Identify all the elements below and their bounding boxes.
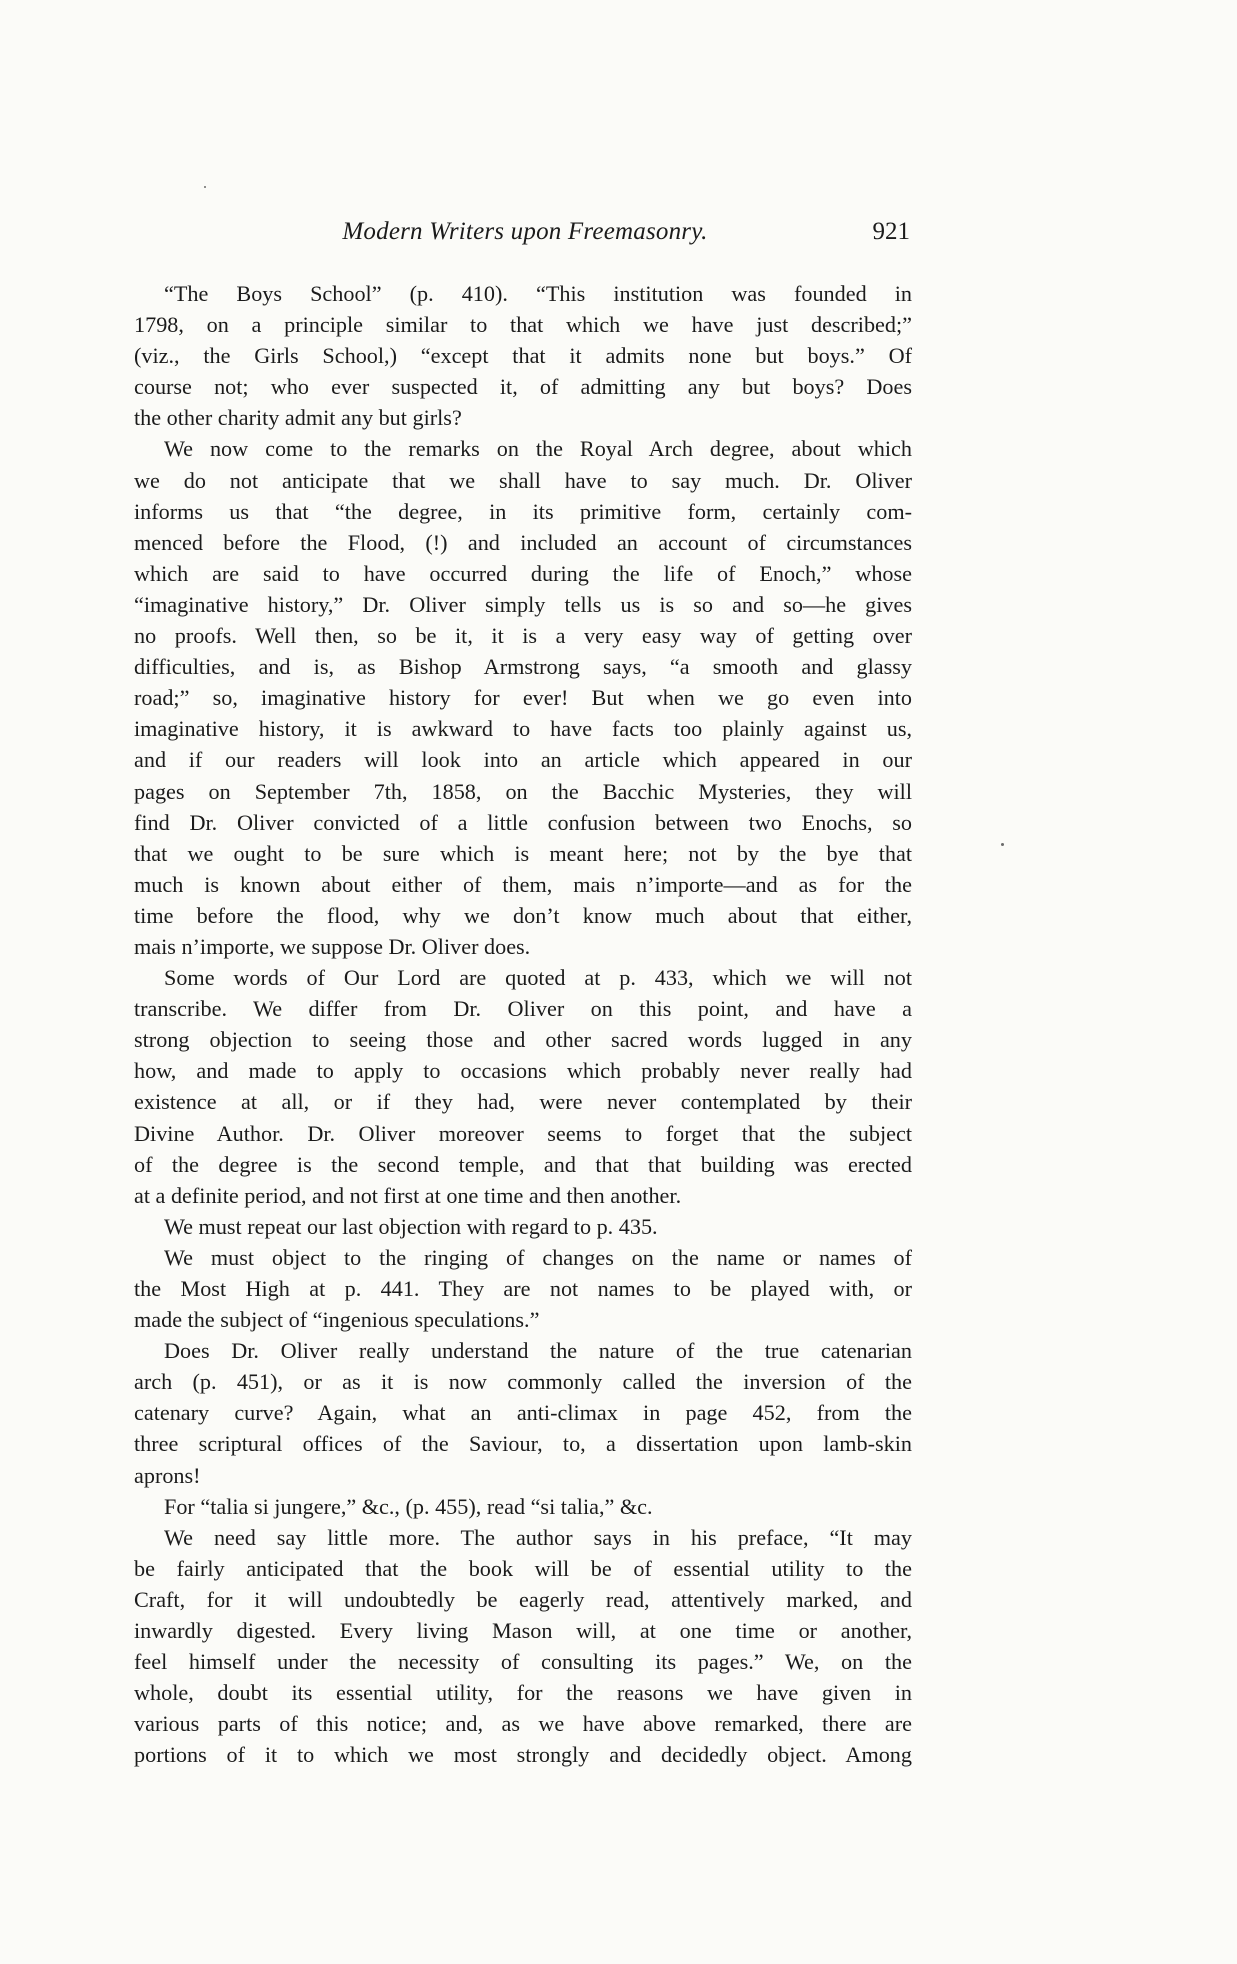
text-line: that we ought to be sure which is meant here; not by the bye that: [134, 840, 912, 866]
text-line: the Most High at p. 441. They are not names to be played with, or: [134, 1276, 912, 1301]
text-line: (viz., the Girls School,) “except that it admits none but boys.” Of: [134, 343, 912, 369]
text-line: Some words of Our Lord are quoted at p. 433, which we will not: [164, 965, 912, 991]
text-line: difficulties, and is, as Bishop Armstrong says, “a smooth and glassy: [134, 654, 912, 680]
text-line: and if our readers will look into an article which appeared in our: [134, 747, 912, 773]
text-line: menced before the Flood, (!) and included an account of circumstances: [134, 529, 912, 555]
text-line: three scriptural offices of the Saviour, to, a dissertation upon lamb-skin: [134, 1431, 912, 1457]
paper-speck: [1001, 843, 1004, 846]
text-line: catenary curve? Again, what an anti-climax in page 452, from the: [134, 1400, 912, 1426]
text-line: strong objection to seeing those and other sacred words lugged in any: [134, 1027, 912, 1053]
text-line: existence at all, or if they had, were never contemplated by their: [134, 1089, 912, 1115]
text-line: We must object to the ringing of changes on the name or names of: [164, 1244, 912, 1270]
text-line: course not; who ever suspected it, of admitting any but boys? Does: [134, 374, 912, 400]
text-line: “imaginative history,” Dr. Oliver simply tells us is so and so—he gives: [134, 591, 912, 617]
running-title: Modern Writers upon Freemasonry.: [342, 218, 708, 245]
text-line: road;” so, imaginative history for ever! But when we go even into: [134, 685, 912, 711]
running-head: [140, 218, 910, 254]
text-line: We need say little more. The author says in his preface, “It may: [164, 1524, 912, 1550]
text-line: find Dr. Oliver convicted of a little confusion between two Enochs, so: [134, 809, 912, 835]
text-line: imaginative history, it is awkward to have facts too plainly against us,: [134, 716, 912, 742]
article-body: [134, 278, 912, 1771]
text-line: whole, doubt its essential utility, for the reasons we have given in: [134, 1680, 912, 1706]
text-line: 1798, on a principle similar to that which we have just described;”: [134, 312, 912, 338]
text-line: the other charity admit any but girls?: [134, 405, 462, 431]
text-line: arch (p. 451), or as it is now commonly called the inversion of the: [134, 1369, 912, 1395]
text-line: feel himself under the necessity of consulting its pages.” We, on the: [134, 1649, 912, 1675]
text-line: Craft, for it will undoubtedly be eagerly read, attentively marked, and: [134, 1586, 912, 1612]
text-line: mais n’importe, we suppose Dr. Oliver does.: [134, 933, 531, 959]
text-line: “The Boys School” (p. 410). “This institution was founded in: [164, 281, 912, 306]
text-line: We must repeat our last objection with regard to p. 435.: [164, 1213, 658, 1239]
text-line: how, and made to apply to occasions which probably never really had: [134, 1058, 912, 1084]
text-line: various parts of this notice; and, as we have above remarked, there are: [134, 1711, 912, 1737]
text-line: Does Dr. Oliver really understand the nature of the true catenarian: [164, 1338, 912, 1364]
text-line: be fairly anticipated that the book will be of essential utility to the: [134, 1555, 912, 1581]
text-line: pages on September 7th, 1858, on the Bacchic Mysteries, they will: [134, 778, 912, 804]
text-line: made the subject of “ingenious speculations.”: [134, 1307, 540, 1333]
text-line: aprons!: [134, 1462, 201, 1488]
text-line: time before the flood, why we don’t know much about that either,: [134, 902, 912, 928]
text-line: we do not anticipate that we shall have to say much. Dr. Oliver: [134, 467, 912, 493]
text-line: no proofs. Well then, so be it, it is a very easy way of getting over: [134, 623, 912, 649]
text-line: at a definite period, and not first at one time and then another.: [134, 1182, 682, 1208]
text-line: For “talia si jungere,” &c., (p. 455), read “si talia,” &c.: [164, 1493, 653, 1519]
text-line: much is known about either of them, mais n’importe—and as for the: [134, 871, 912, 897]
text-line: informs us that “the degree, in its primitive form, certainly com-: [134, 498, 912, 524]
page-number: 921: [872, 218, 910, 245]
text-line: We now come to the remarks on the Royal Arch degree, about which: [164, 436, 912, 462]
text-line: of the degree is the second temple, and that that building was erected: [134, 1151, 912, 1177]
text-line: transcribe. We differ from Dr. Oliver on this point, and have a: [134, 996, 912, 1022]
text-line: which are said to have occurred during the life of Enoch,” whose: [134, 560, 912, 586]
paper-speck: [204, 186, 206, 188]
text-line: portions of it to which we most strongly and decidedly object. Among: [134, 1742, 912, 1768]
text-line: Divine Author. Dr. Oliver moreover seems to forget that the subject: [134, 1120, 912, 1146]
text-line: inwardly digested. Every living Mason will, at one time or another,: [134, 1618, 912, 1644]
